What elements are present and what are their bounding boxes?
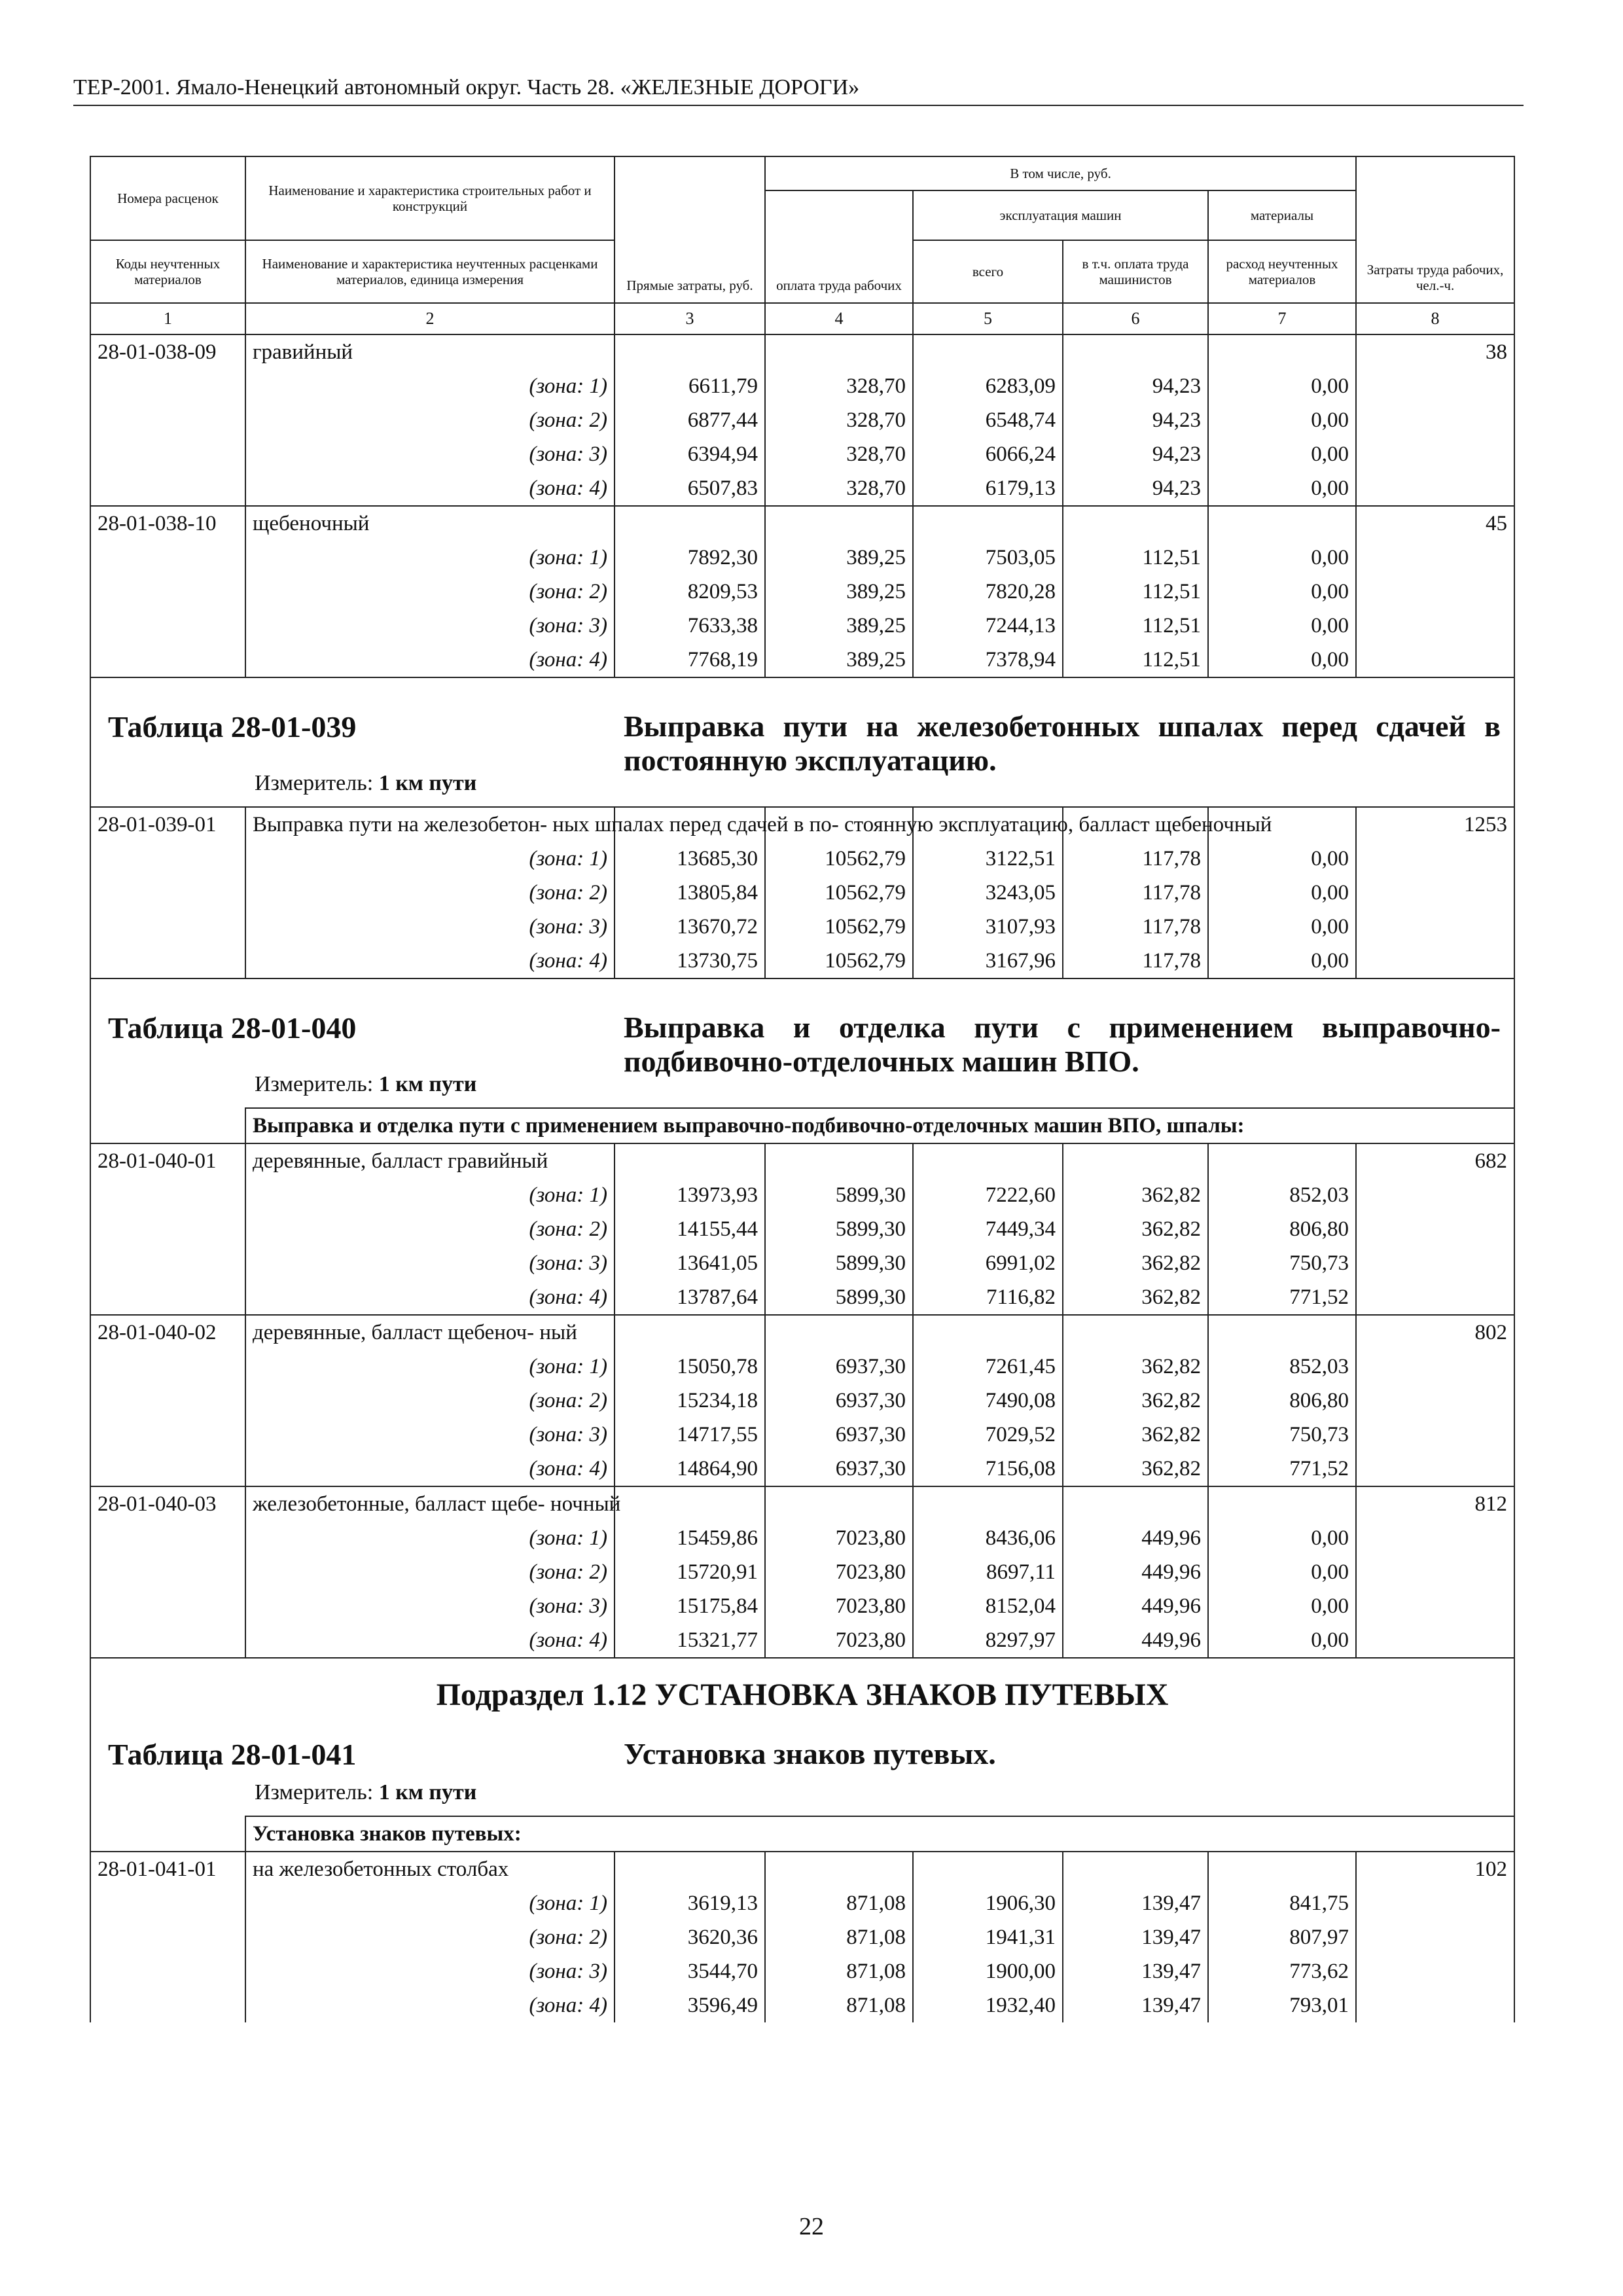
rate-code: 28-01-039-01 xyxy=(90,807,245,842)
cost-value: 6877,44 xyxy=(615,403,765,437)
zone-row xyxy=(90,910,1514,944)
cost-value: 3620,36 xyxy=(615,1920,765,1954)
zone-label: (зона: 4) xyxy=(245,643,615,677)
zone-row xyxy=(90,1555,1514,1589)
zone-row xyxy=(90,1246,1514,1280)
cost-value: 15175,84 xyxy=(615,1589,765,1623)
cost-value: 10562,79 xyxy=(765,944,913,978)
cost-value: 112,51 xyxy=(1063,609,1208,643)
cost-value: 7378,94 xyxy=(913,643,1063,677)
rate-row xyxy=(90,1852,1514,1886)
cost-value: 389,25 xyxy=(765,609,913,643)
zone-row xyxy=(90,609,1514,643)
cost-value: 806,80 xyxy=(1208,1212,1356,1246)
cost-value: 10562,79 xyxy=(765,842,913,876)
cost-value: 5899,30 xyxy=(765,1212,913,1246)
cost-value: 0,00 xyxy=(1208,1589,1356,1623)
cost-value: 7023,80 xyxy=(765,1521,913,1555)
cost-value: 6179,13 xyxy=(913,471,1063,506)
cost-value: 1941,31 xyxy=(913,1920,1063,1954)
cost-value: 362,82 xyxy=(1063,1178,1208,1212)
table-title: Выправка пути на железобетонных шпалах перед сдачей в постоянную эксплуатацию. xyxy=(624,709,1501,777)
cost-value: 0,00 xyxy=(1208,541,1356,575)
zone-label: (зона: 3) xyxy=(245,910,615,944)
cost-value: 6937,30 xyxy=(765,1452,913,1486)
cost-value: 13641,05 xyxy=(615,1246,765,1280)
cost-value: 449,96 xyxy=(1063,1555,1208,1589)
table-section-039 xyxy=(90,677,1514,807)
zone-label: (зона: 1) xyxy=(245,369,615,403)
rate-code: 28-01-041-01 xyxy=(90,1852,245,1886)
cost-value: 139,47 xyxy=(1063,1988,1208,2022)
zone-row xyxy=(90,541,1514,575)
zone-row xyxy=(90,944,1514,978)
rate-group xyxy=(90,1852,1514,2022)
zone-row xyxy=(90,1920,1514,1954)
cost-value: 3167,96 xyxy=(913,944,1063,978)
rate-code: 28-01-040-03 xyxy=(90,1486,245,1521)
rate-group xyxy=(90,334,1514,506)
rate-row xyxy=(90,807,1514,842)
cost-value: 5899,30 xyxy=(765,1178,913,1212)
cost-value: 7892,30 xyxy=(615,541,765,575)
zone-label: (зона: 3) xyxy=(245,437,615,471)
rate-group xyxy=(90,1143,1514,1315)
cost-value: 94,23 xyxy=(1063,437,1208,471)
cost-value: 852,03 xyxy=(1208,1178,1356,1212)
table-id: Таблица 28-01-041 xyxy=(108,1738,357,1771)
cost-value: 0,00 xyxy=(1208,876,1356,910)
zone-label: (зона: 1) xyxy=(245,1350,615,1384)
cost-value: 8209,53 xyxy=(615,575,765,609)
cost-value: 6937,30 xyxy=(765,1418,913,1452)
cost-value: 3122,51 xyxy=(913,842,1063,876)
zone-row xyxy=(90,1623,1514,1658)
cost-value: 0,00 xyxy=(1208,575,1356,609)
zone-label: (зона: 4) xyxy=(245,944,615,978)
cost-value: 15720,91 xyxy=(615,1555,765,1589)
col-header-3: Прямые затраты, руб. xyxy=(615,156,765,303)
cost-value: 7023,80 xyxy=(765,1623,913,1658)
labor-cost: 812 xyxy=(1356,1486,1514,1521)
col-header-2b: Наименование и характеристика неучтенных расценками материалов, единица измерения xyxy=(245,240,615,303)
cost-value: 7768,19 xyxy=(615,643,765,677)
col-header-1a: Номера расценок xyxy=(90,156,245,240)
cost-value: 6991,02 xyxy=(913,1246,1063,1280)
col-header-6: в т.ч. оплата труда машинистов xyxy=(1063,240,1208,303)
rate-name: железобетонные, балласт щебе- ночный xyxy=(245,1486,615,1521)
zone-row xyxy=(90,1280,1514,1315)
cost-value: 94,23 xyxy=(1063,471,1208,506)
table-header xyxy=(90,156,1514,334)
zone-row xyxy=(90,1178,1514,1212)
col-number: 4 xyxy=(765,303,913,334)
cost-value: 6066,24 xyxy=(913,437,1063,471)
cost-value: 0,00 xyxy=(1208,643,1356,677)
page-number: 22 xyxy=(799,2213,824,2240)
col-header-materials: материалы xyxy=(1208,190,1356,240)
cost-value: 0,00 xyxy=(1208,1623,1356,1658)
rate-row xyxy=(90,334,1514,369)
col-number: 7 xyxy=(1208,303,1356,334)
cost-value: 112,51 xyxy=(1063,541,1208,575)
cost-value: 7029,52 xyxy=(913,1418,1063,1452)
rate-name: Выправка пути на железобетон- ных шпалах перед сдачей в по- стоянную эксплуатацию, балласт щебеночный xyxy=(245,807,615,842)
zone-row xyxy=(90,1954,1514,1988)
zone-label: (зона: 2) xyxy=(245,1920,615,1954)
cost-value: 328,70 xyxy=(765,471,913,506)
cost-value: 14864,90 xyxy=(615,1452,765,1486)
table-unit: Измеритель: 1 км пути xyxy=(255,1072,477,1096)
table-title: Установка знаков путевых. xyxy=(624,1737,996,1770)
cost-value: 871,08 xyxy=(765,1988,913,2022)
zone-label: (зона: 1) xyxy=(245,1521,615,1555)
zone-label: (зона: 3) xyxy=(245,609,615,643)
cost-value: 773,62 xyxy=(1208,1954,1356,1988)
labor-cost: 1253 xyxy=(1356,807,1514,842)
zone-row xyxy=(90,1350,1514,1384)
col-number: 2 xyxy=(245,303,615,334)
cost-value: 807,97 xyxy=(1208,1920,1356,1954)
zone-label: (зона: 1) xyxy=(245,541,615,575)
rate-name: гравийный xyxy=(245,334,615,369)
cost-value: 94,23 xyxy=(1063,403,1208,437)
cost-value: 362,82 xyxy=(1063,1280,1208,1315)
cost-value: 1932,40 xyxy=(913,1988,1063,2022)
cost-value: 871,08 xyxy=(765,1920,913,1954)
cost-value: 94,23 xyxy=(1063,369,1208,403)
zone-row xyxy=(90,575,1514,609)
span-heading: Выправка и отделка пути с применением выправочно-подбивочно-отделочных машин ВПО, шпалы: xyxy=(245,1108,1514,1143)
cost-value: 389,25 xyxy=(765,575,913,609)
zone-label: (зона: 2) xyxy=(245,1212,615,1246)
cost-value: 3596,49 xyxy=(615,1988,765,2022)
cost-value: 13973,93 xyxy=(615,1178,765,1212)
cost-value: 7449,34 xyxy=(913,1212,1063,1246)
zone-label: (зона: 4) xyxy=(245,1452,615,1486)
cost-value: 3544,70 xyxy=(615,1954,765,1988)
cost-value: 10562,79 xyxy=(765,910,913,944)
zone-row xyxy=(90,403,1514,437)
labor-cost: 38 xyxy=(1356,334,1514,369)
cost-value: 8297,97 xyxy=(913,1623,1063,1658)
cost-value: 0,00 xyxy=(1208,403,1356,437)
cost-value: 328,70 xyxy=(765,369,913,403)
cost-value: 6611,79 xyxy=(615,369,765,403)
zone-row xyxy=(90,1418,1514,1452)
cost-value: 7116,82 xyxy=(913,1280,1063,1315)
cost-value: 1906,30 xyxy=(913,1886,1063,1920)
cost-value: 7156,08 xyxy=(913,1452,1063,1486)
table-id: Таблица 28-01-039 xyxy=(108,710,357,744)
cost-value: 15234,18 xyxy=(615,1384,765,1418)
cost-value: 7633,38 xyxy=(615,609,765,643)
zone-label: (зона: 4) xyxy=(245,471,615,506)
zone-label: (зона: 4) xyxy=(245,1280,615,1315)
cost-value: 139,47 xyxy=(1063,1886,1208,1920)
price-table xyxy=(90,156,1515,2022)
col-number: 5 xyxy=(913,303,1063,334)
cost-value: 8436,06 xyxy=(913,1521,1063,1555)
rate-name: деревянные, балласт гравийный xyxy=(245,1143,615,1178)
cost-value: 6283,09 xyxy=(913,369,1063,403)
cost-value: 117,78 xyxy=(1063,876,1208,910)
cost-value: 117,78 xyxy=(1063,944,1208,978)
zone-label: (зона: 3) xyxy=(245,1418,615,1452)
cost-value: 362,82 xyxy=(1063,1418,1208,1452)
cost-value: 13730,75 xyxy=(615,944,765,978)
cost-value: 0,00 xyxy=(1208,369,1356,403)
zone-label: (зона: 3) xyxy=(245,1246,615,1280)
cost-value: 362,82 xyxy=(1063,1452,1208,1486)
cost-value: 806,80 xyxy=(1208,1384,1356,1418)
zone-label: (зона: 2) xyxy=(245,876,615,910)
rate-row xyxy=(90,1486,1514,1521)
labor-cost: 102 xyxy=(1356,1852,1514,1886)
col-number: 3 xyxy=(615,303,765,334)
rate-group xyxy=(90,1486,1514,1658)
cost-value: 117,78 xyxy=(1063,910,1208,944)
zone-row xyxy=(90,643,1514,677)
rate-name: деревянные, балласт щебеноч- ный xyxy=(245,1315,615,1350)
subsection-title: Подраздел 1.12 УСТАНОВКА ЗНАКОВ ПУТЕВЫХ xyxy=(436,1677,1169,1712)
col-header-8: Затраты труда рабочих, чел.-ч. xyxy=(1356,156,1514,303)
cost-value: 449,96 xyxy=(1063,1521,1208,1555)
rate-row xyxy=(90,1143,1514,1178)
cost-value: 7503,05 xyxy=(913,541,1063,575)
zone-row xyxy=(90,471,1514,506)
zone-row xyxy=(90,842,1514,876)
cost-value: 362,82 xyxy=(1063,1384,1208,1418)
zone-row xyxy=(90,1886,1514,1920)
cost-value: 0,00 xyxy=(1208,944,1356,978)
cost-value: 14155,44 xyxy=(615,1212,765,1246)
cost-value: 7222,60 xyxy=(913,1178,1063,1212)
cost-value: 771,52 xyxy=(1208,1452,1356,1486)
cost-value: 7490,08 xyxy=(913,1384,1063,1418)
zone-label: (зона: 1) xyxy=(245,842,615,876)
page-header: ТЕР-2001. Ямало-Ненецкий автономный округ. Часть 28. «ЖЕЛЕЗНЫЕ ДОРОГИ» xyxy=(73,73,1524,106)
cost-value: 8152,04 xyxy=(913,1589,1063,1623)
zone-row xyxy=(90,1212,1514,1246)
labor-cost: 45 xyxy=(1356,506,1514,541)
rate-group xyxy=(90,807,1514,978)
col-number: 8 xyxy=(1356,303,1514,334)
cost-value: 871,08 xyxy=(765,1886,913,1920)
cost-value: 362,82 xyxy=(1063,1246,1208,1280)
cost-value: 139,47 xyxy=(1063,1920,1208,1954)
cost-value: 449,96 xyxy=(1063,1589,1208,1623)
cost-value: 841,75 xyxy=(1208,1886,1356,1920)
cost-value: 0,00 xyxy=(1208,471,1356,506)
table-section-041 xyxy=(90,1658,1514,1852)
zone-label: (зона: 4) xyxy=(245,1623,615,1658)
cost-value: 139,47 xyxy=(1063,1954,1208,1988)
cost-value: 6548,74 xyxy=(913,403,1063,437)
cost-value: 13670,72 xyxy=(615,910,765,944)
cost-value: 112,51 xyxy=(1063,643,1208,677)
cost-value: 15459,86 xyxy=(615,1521,765,1555)
cost-value: 6937,30 xyxy=(765,1350,913,1384)
rate-name: щебеночный xyxy=(245,506,615,541)
cost-value: 0,00 xyxy=(1208,1555,1356,1589)
cost-value: 793,01 xyxy=(1208,1988,1356,2022)
col-header-7: расход неучтенных материалов xyxy=(1208,240,1356,303)
cost-value: 7023,80 xyxy=(765,1589,913,1623)
rate-group xyxy=(90,1315,1514,1486)
zone-row xyxy=(90,1589,1514,1623)
cost-value: 15321,77 xyxy=(615,1623,765,1658)
col-number: 1 xyxy=(90,303,245,334)
cost-value: 328,70 xyxy=(765,403,913,437)
rate-code: 28-01-038-09 xyxy=(90,334,245,369)
zone-row xyxy=(90,1384,1514,1418)
cost-value: 13787,64 xyxy=(615,1280,765,1315)
labor-cost: 682 xyxy=(1356,1143,1514,1178)
col-header-1b: Коды неучтенных материалов xyxy=(90,240,245,303)
rate-row xyxy=(90,506,1514,541)
zone-row xyxy=(90,1988,1514,2022)
span-heading: Установка знаков путевых: xyxy=(245,1816,1514,1852)
cost-value: 6507,83 xyxy=(615,471,765,506)
zone-label: (зона: 4) xyxy=(245,1988,615,2022)
col-header-2a: Наименование и характеристика строительных работ и конструкций xyxy=(245,156,615,240)
zone-row xyxy=(90,1452,1514,1486)
table-id: Таблица 28-01-040 xyxy=(108,1011,357,1045)
cost-value: 10562,79 xyxy=(765,876,913,910)
zone-label: (зона: 1) xyxy=(245,1178,615,1212)
rate-name: на железобетонных столбах xyxy=(245,1852,615,1886)
cost-value: 871,08 xyxy=(765,1954,913,1988)
cost-value: 0,00 xyxy=(1208,437,1356,471)
cost-value: 0,00 xyxy=(1208,1521,1356,1555)
zone-row xyxy=(90,1521,1514,1555)
cost-value: 750,73 xyxy=(1208,1246,1356,1280)
cost-value: 7023,80 xyxy=(765,1555,913,1589)
cost-value: 13685,30 xyxy=(615,842,765,876)
rate-group xyxy=(90,506,1514,677)
cost-value: 449,96 xyxy=(1063,1623,1208,1658)
col-header-incl: В том числе, руб. xyxy=(765,156,1356,190)
cost-value: 3107,93 xyxy=(913,910,1063,944)
zone-label: (зона: 2) xyxy=(245,575,615,609)
cost-value: 771,52 xyxy=(1208,1280,1356,1315)
cost-value: 117,78 xyxy=(1063,842,1208,876)
cost-value: 389,25 xyxy=(765,541,913,575)
cost-value: 1900,00 xyxy=(913,1954,1063,1988)
cost-value: 14717,55 xyxy=(615,1418,765,1452)
cost-value: 7261,45 xyxy=(913,1350,1063,1384)
col-header-machines: эксплуатация машин xyxy=(913,190,1208,240)
rate-row xyxy=(90,1315,1514,1350)
table-section-040 xyxy=(90,978,1514,1143)
cost-value: 5899,30 xyxy=(765,1280,913,1315)
cost-value: 3243,05 xyxy=(913,876,1063,910)
zone-label: (зона: 2) xyxy=(245,1384,615,1418)
rate-code: 28-01-040-01 xyxy=(90,1143,245,1178)
zone-label: (зона: 2) xyxy=(245,403,615,437)
zone-label: (зона: 2) xyxy=(245,1555,615,1589)
table-unit: Измеритель: 1 км пути xyxy=(255,1780,477,1804)
cost-value: 7820,28 xyxy=(913,575,1063,609)
zone-row xyxy=(90,437,1514,471)
cost-value: 362,82 xyxy=(1063,1350,1208,1384)
cost-value: 750,73 xyxy=(1208,1418,1356,1452)
rate-code: 28-01-040-02 xyxy=(90,1315,245,1350)
cost-value: 13805,84 xyxy=(615,876,765,910)
cost-value: 0,00 xyxy=(1208,609,1356,643)
labor-cost: 802 xyxy=(1356,1315,1514,1350)
col-number: 6 xyxy=(1063,303,1208,334)
rate-code: 28-01-038-10 xyxy=(90,506,245,541)
zone-label: (зона: 1) xyxy=(245,1886,615,1920)
cost-value: 112,51 xyxy=(1063,575,1208,609)
col-header-4: оплата труда рабочих xyxy=(765,190,913,303)
cost-value: 6937,30 xyxy=(765,1384,913,1418)
zone-row xyxy=(90,369,1514,403)
cost-value: 0,00 xyxy=(1208,910,1356,944)
cost-value: 852,03 xyxy=(1208,1350,1356,1384)
cost-value: 6394,94 xyxy=(615,437,765,471)
cost-value: 362,82 xyxy=(1063,1212,1208,1246)
cost-value: 5899,30 xyxy=(765,1246,913,1280)
cost-value: 3619,13 xyxy=(615,1886,765,1920)
cost-value: 8697,11 xyxy=(913,1555,1063,1589)
zone-label: (зона: 3) xyxy=(245,1589,615,1623)
zone-row xyxy=(90,876,1514,910)
cost-value: 15050,78 xyxy=(615,1350,765,1384)
zone-label: (зона: 3) xyxy=(245,1954,615,1988)
table-unit: Измеритель: 1 км пути xyxy=(255,771,477,795)
cost-value: 389,25 xyxy=(765,643,913,677)
table-title: Выправка и отделка пути с применением выправочно-подбивочно-отделочных машин ВПО. xyxy=(624,1011,1501,1078)
cost-value: 328,70 xyxy=(765,437,913,471)
col-header-5: всего xyxy=(913,240,1063,303)
cost-value: 7244,13 xyxy=(913,609,1063,643)
cost-value: 0,00 xyxy=(1208,842,1356,876)
